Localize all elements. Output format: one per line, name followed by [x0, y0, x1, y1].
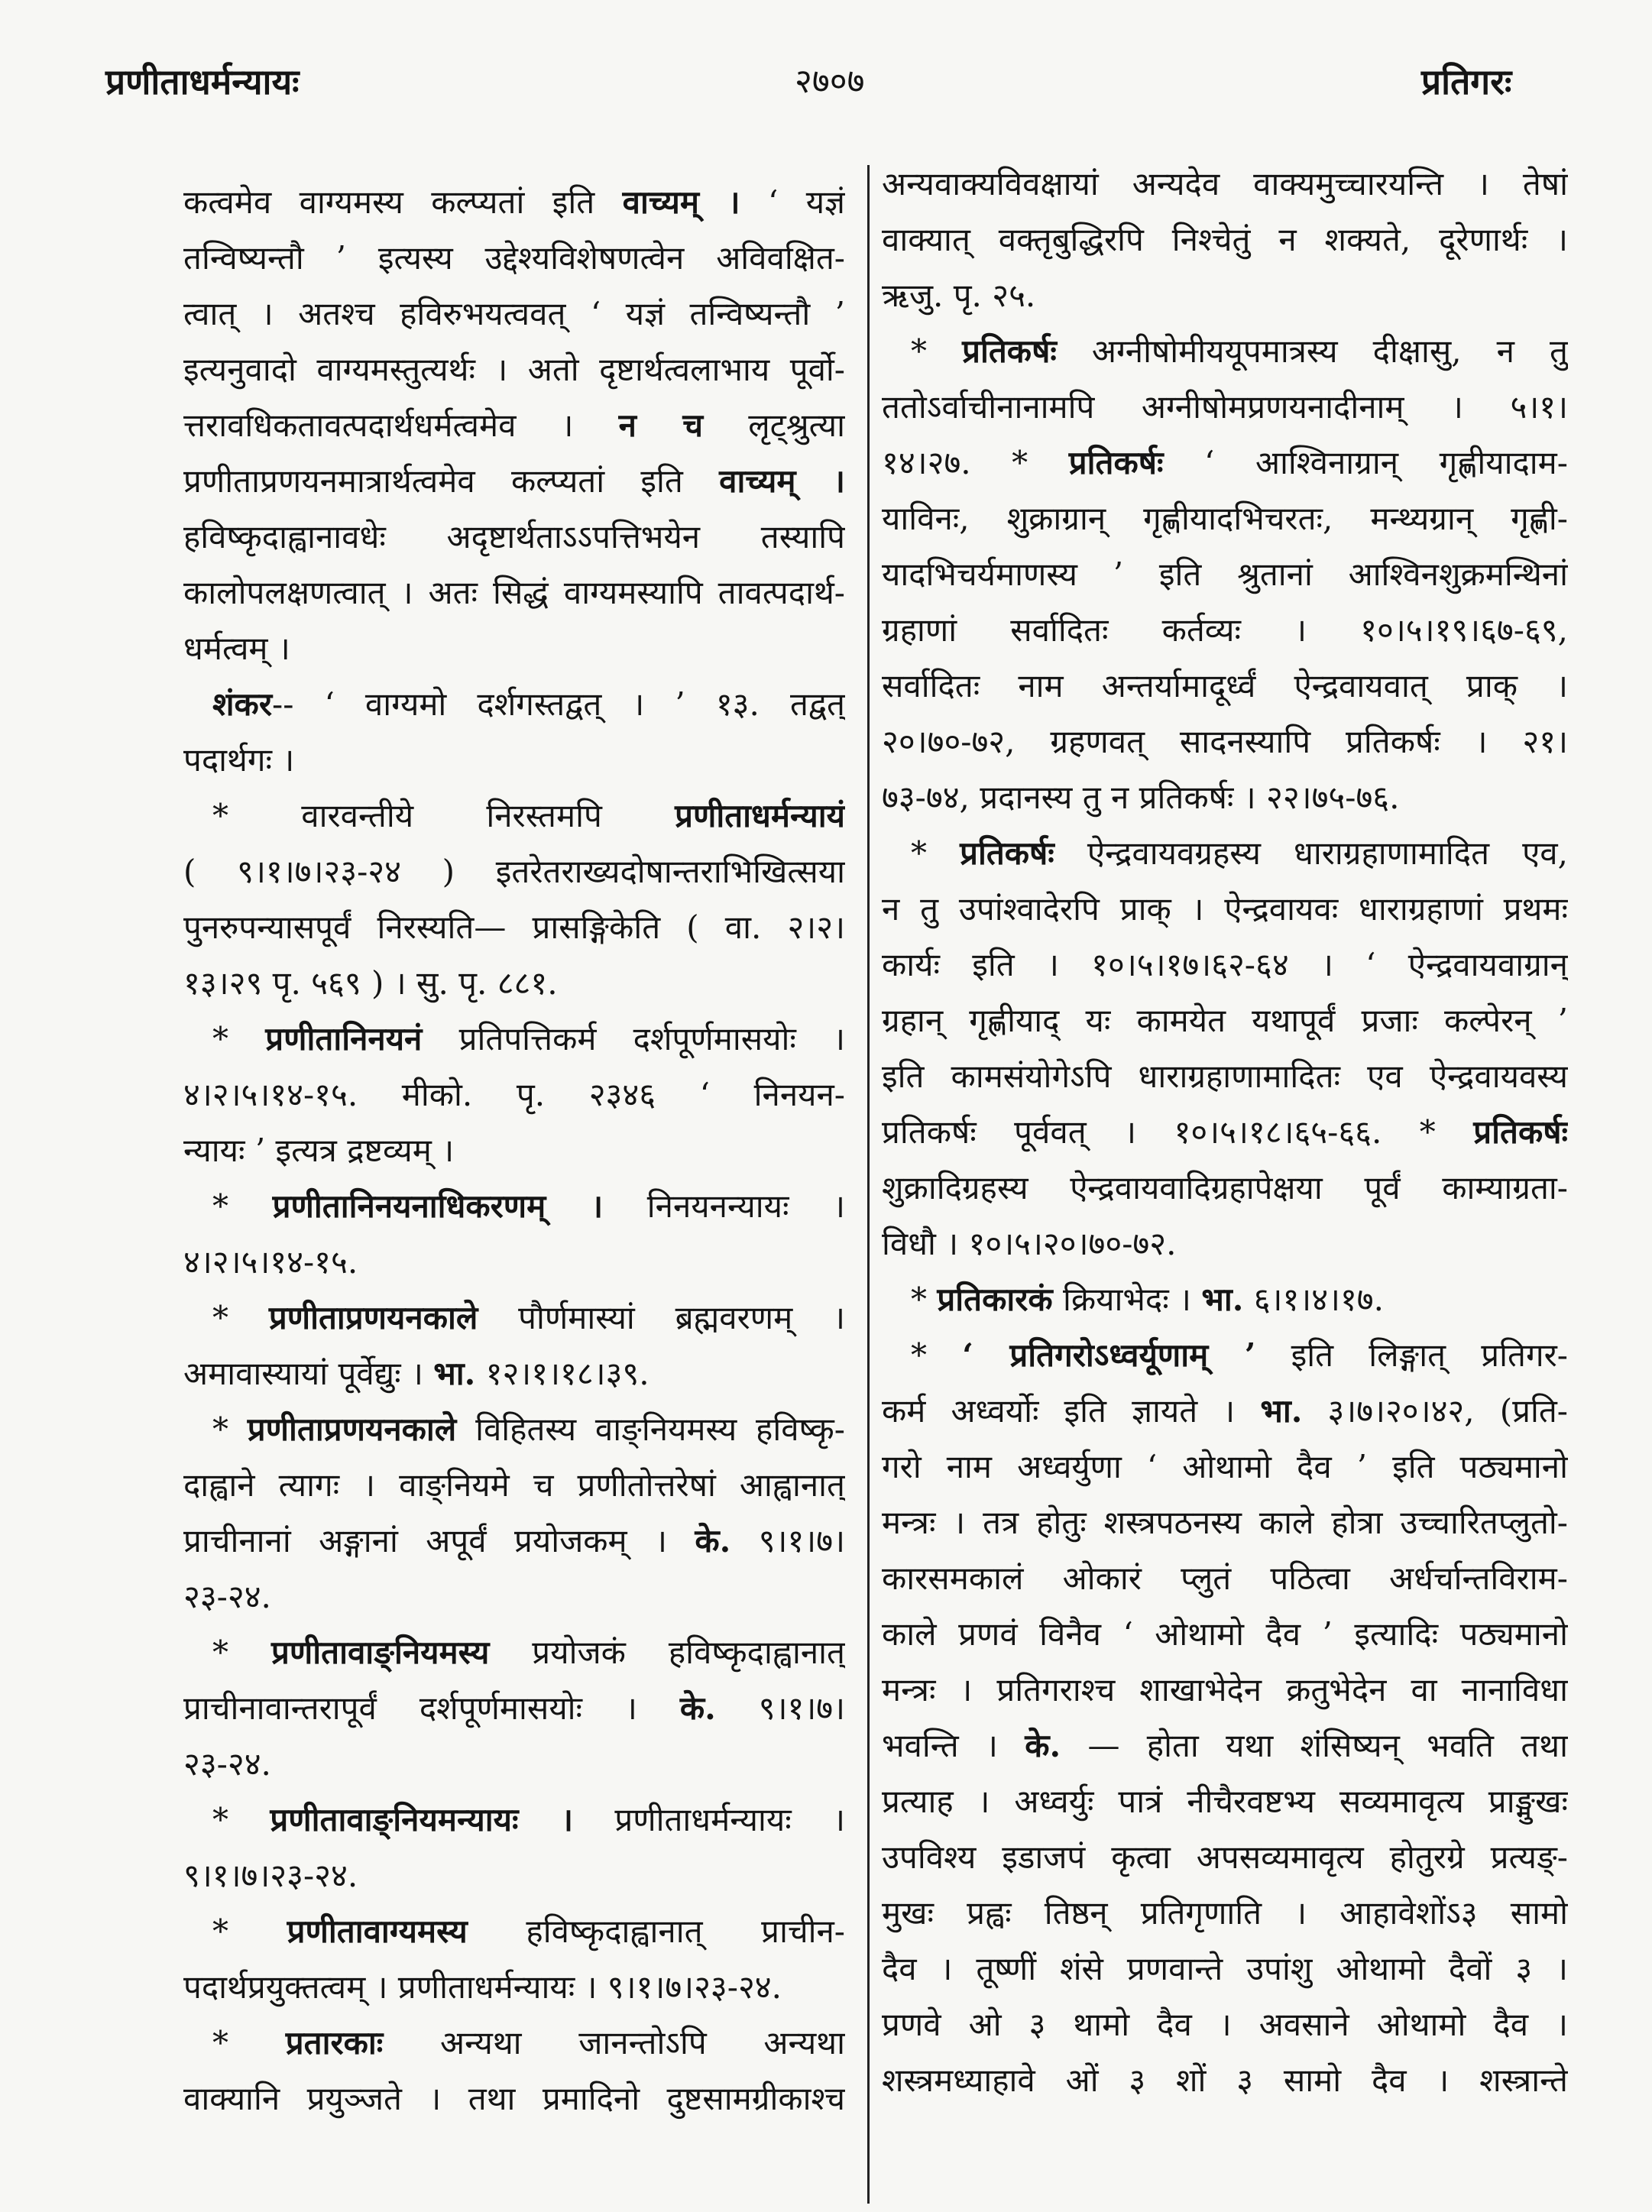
text-run: ६।१।४।१७. — [1243, 1281, 1384, 1318]
text-line — [183, 1290, 845, 1346]
text-line — [882, 156, 1568, 212]
text-run: इति लिङ्गात् प्रतिगर- — [1255, 1336, 1568, 1374]
headword: प्रणीतानिनयनाधिकरणम् । — [272, 1187, 604, 1225]
text-line — [882, 658, 1568, 714]
entry-paragraph — [882, 1271, 1568, 1327]
text-line — [183, 1457, 845, 1513]
text-line — [183, 1401, 845, 1457]
text-line — [882, 1439, 1568, 1495]
text-line — [882, 1718, 1568, 1773]
text-line — [183, 1569, 845, 1624]
text-line — [882, 602, 1568, 658]
text-run: मन्त्रः । प्रतिगराश्च शाखाभेदेन क्रतुभेदेन वा नानाविधा — [882, 1671, 1568, 1708]
text-line — [183, 1234, 845, 1290]
text-run: धर्मत्वम् । — [183, 630, 290, 667]
text-run: प्रतिकर्षः पूर्ववत् । १०।५।१८।६५-६६. * — [882, 1113, 1474, 1151]
text-run: न्यायः ’ इत्यत्र द्रष्टव्यम् । — [183, 1132, 455, 1169]
text-run: पुनरुपन्यासपूर्वं निरस्यति— प्रासङ्गिकेति ( वा. २।२। — [183, 908, 845, 946]
text-line — [882, 212, 1568, 267]
text-line — [882, 1773, 1568, 1829]
headword: प्रणीतानिनयनं — [265, 1020, 423, 1057]
text-run: २३-२४. — [183, 1578, 271, 1615]
text-run: हविष्कृदाह्वानात् प्राचीन- — [467, 1912, 845, 1950]
entry-paragraph — [882, 825, 1568, 1271]
text-line — [183, 788, 845, 844]
column-divider — [867, 165, 870, 2204]
headword: प्रतिकर्षः — [1473, 1113, 1568, 1151]
headword: प्रणीताप्रणयनकाले — [247, 1410, 457, 1448]
text-run: ९।१।७। — [715, 1689, 845, 1727]
text-run: प्रयोजकं हविष्कृदाह्वानात् — [489, 1634, 845, 1671]
headword: प्रणीताप्रणयनकाले — [268, 1299, 478, 1336]
text-run: यादभिचर्यमाणस्य ’ इति श्रुतानां आश्विनशुक्रमन्थिनां — [882, 555, 1568, 593]
text-run: * — [911, 332, 963, 370]
text-run: कार्यः इति । १०।५।१७।६२-६४ । ‘ ऐन्द्रवायवाग्रान् — [882, 946, 1568, 983]
text-line — [183, 1513, 845, 1569]
text-run: अन्यवाक्यविवक्षायां अन्यदेव वाक्यमुच्चारयन्ति । तेषां — [882, 165, 1568, 202]
text-line — [183, 676, 845, 732]
text-line — [882, 1662, 1568, 1718]
text-line — [882, 1495, 1568, 1550]
text-line — [183, 565, 845, 620]
text-run: दाह्वाने त्यागः । वाङ्नियमे च प्रणीतोत्तरेषां आह्वानात् — [183, 1466, 845, 1504]
running-head-right: प्रतिगरः — [1421, 61, 1512, 102]
text-run: ३।७।२०।४२, (प्रति- — [1302, 1392, 1568, 1430]
text-run: प्रणीताधर्मन्यायः । — [572, 1801, 845, 1838]
text-line — [183, 397, 845, 453]
headword: प्रतिकर्षः — [962, 332, 1057, 370]
headword: प्रतारकाः — [285, 2024, 384, 2061]
headword: प्रतिकर्षः — [960, 834, 1054, 872]
text-run: २३-२४. — [183, 1745, 271, 1783]
headword: के. — [679, 1689, 716, 1727]
text-line — [882, 435, 1568, 491]
text-line — [882, 1829, 1568, 1885]
text-run: १२।१।१८।३९. — [475, 1355, 649, 1392]
text-run: कर्म अध्वर्योः इति ज्ञायते । — [882, 1392, 1261, 1430]
entry-paragraph — [183, 1178, 845, 1290]
text-line — [183, 844, 845, 899]
text-run: ४।२।५।१४-१५. — [183, 1243, 358, 1281]
text-line — [882, 546, 1568, 602]
text-run: * — [212, 1410, 248, 1448]
text-run: त्तरावधिकतावत्पदार्थधर्मत्वमेव । — [183, 406, 619, 444]
text-run: लृट्श्रुत्या — [703, 406, 845, 444]
entry-paragraph — [183, 1290, 845, 1401]
text-run: * — [212, 1187, 273, 1225]
text-run: पदार्थगः । — [183, 741, 295, 779]
text-run: कत्वमेव वाग्यमस्य कल्प्यतां इति — [183, 183, 623, 221]
entry-paragraph — [183, 1011, 845, 1178]
text-line — [882, 267, 1568, 323]
text-run: न तु उपांश्वादेरपि प्राक् । ऐन्द्रवायवः धाराग्रहाणां प्रथमः — [882, 890, 1568, 928]
text-line — [183, 1792, 845, 1848]
text-line — [183, 1624, 845, 1680]
page-number: २७०७ — [795, 62, 865, 101]
text-run: ‘ यज्ञं — [740, 183, 845, 221]
text-run: ततोऽर्वाचीनानामपि अग्नीषोमप्रणयनादीनाम् । ५।१। — [882, 388, 1568, 426]
headword: के. — [1025, 1727, 1061, 1764]
text-line — [183, 1122, 845, 1178]
headword: ‘ प्रतिगरोऽध्वर्यूणाम् ’ — [962, 1336, 1256, 1374]
text-line — [882, 2052, 1568, 2108]
text-run: प्राचीनानां अङ्गानां अपूर्वं प्रयोजकम् । — [183, 1522, 695, 1559]
text-run: निनयनन्यायः । — [603, 1187, 845, 1225]
text-line — [882, 379, 1568, 435]
text-run: * वारवन्तीये निरस्तमपि — [212, 797, 675, 834]
text-run: ‘ आश्विनाग्रान् गृह्णीयादाम- — [1163, 444, 1568, 481]
text-line — [183, 1011, 845, 1067]
text-line — [183, 174, 845, 230]
text-run: * — [212, 1912, 287, 1950]
text-run: * — [212, 1634, 271, 1671]
headword: भा. — [1201, 1281, 1244, 1318]
text-run: भवन्ति । — [882, 1727, 1025, 1764]
text-run: याविनः, शुक्राग्रान् गृह्णीयादभिचरतः, मन्थ्यग्रान् गृह्णी- — [882, 500, 1568, 537]
text-line — [183, 1346, 845, 1401]
text-line — [882, 769, 1568, 825]
headword: शंकर — [212, 685, 272, 723]
text-run: विहितस्य वाङ्नियमस्य हविष्कृ- — [456, 1410, 845, 1448]
text-line — [882, 937, 1568, 993]
text-run: * — [212, 1020, 266, 1057]
text-run: अमावास्यायां पूर्वेद्युः । — [183, 1355, 434, 1392]
headword: भा. — [1260, 1392, 1303, 1430]
entry-paragraph — [183, 788, 845, 1011]
text-line — [183, 1067, 845, 1122]
headword: के. — [695, 1522, 731, 1559]
entry-paragraph — [882, 323, 1568, 825]
headword: वाच्यम् । — [622, 183, 740, 221]
text-line — [882, 1104, 1568, 1160]
text-run: इति कामसंयोगेऽपि धाराग्रहाणामादितः एव ऐन्द्रवायवस्य — [882, 1057, 1568, 1095]
text-run: प्राचीनावान्तरापूर्वं दर्शपूर्णमासयोः । — [183, 1689, 680, 1727]
text-run: कालोपलक्षणत्वात् । अतः सिद्धं वाग्यमस्यापि तावत्पदार्थ- — [183, 574, 845, 611]
text-line — [882, 993, 1568, 1048]
text-run: * — [911, 834, 960, 872]
headword: प्रणीतावाङ्नियमस्य — [271, 1634, 490, 1671]
text-line — [882, 1941, 1568, 1997]
text-line — [183, 1903, 845, 1959]
text-run: — होता यथा शंसिष्यन् भवति तथा — [1061, 1727, 1568, 1764]
text-run: प्रणीताप्रणयनमात्रार्थत्वमेव कल्प्यतां इति — [183, 462, 720, 500]
entry-paragraph — [882, 1327, 1568, 2108]
text-run: * — [212, 1801, 270, 1838]
entry-paragraph — [183, 1624, 845, 1792]
text-line — [183, 342, 845, 397]
text-line — [882, 714, 1568, 769]
text-run: ४।२।५।१४-१५. मीको. पृ. २३४६ ‘ निनयन- — [183, 1076, 845, 1113]
text-line — [183, 2015, 845, 2071]
text-line — [882, 1271, 1568, 1327]
text-line — [882, 1885, 1568, 1941]
text-run: ग्रहाणां सर्वादितः कर्तव्यः । १०।५।१९।६७-६९, — [882, 611, 1568, 649]
text-run: उपविश्य इडाजपं कृत्वा अपसव्यमावृत्य होतुरग्रे प्रत्यङ्- — [882, 1838, 1568, 1876]
text-run: गरो नाम अध्वर्युणा ‘ ओथामो दैव ’ इति पठ्यमानो — [882, 1448, 1568, 1485]
text-line — [882, 881, 1568, 937]
text-line — [183, 1959, 845, 2015]
text-run: तन्विष्यन्तौ ’ इत्यस्य उद्देश्यविशेषणत्वेन अविवक्षित- — [183, 239, 845, 277]
text-line — [882, 491, 1568, 546]
text-line — [183, 453, 845, 509]
text-run: अन्यथा जानन्तोऽपि अन्यथा — [383, 2024, 845, 2061]
text-run: ९।१।७। — [730, 1522, 845, 1559]
entry-paragraph — [183, 1401, 845, 1624]
text-run: क्रियाभेदः । — [1052, 1281, 1202, 1318]
text-line — [183, 1848, 845, 1903]
text-line — [183, 620, 845, 676]
headword: प्रणीतावाग्यमस्य — [287, 1912, 468, 1950]
text-line — [183, 1178, 845, 1234]
text-line — [183, 1736, 845, 1792]
text-run: ऐन्द्रवायवग्रहस्य धाराग्रहाणामादित एव, — [1054, 834, 1568, 872]
text-line — [183, 899, 845, 955]
entry-paragraph — [183, 174, 845, 676]
text-run: ग्रहान् गृह्णीयाद् यः कामयेत यथापूर्वं प्रजाः कल्पेरन् ’ — [882, 1002, 1568, 1039]
headword: वाच्यम् । — [719, 462, 845, 500]
headword: प्रणीतावाङ्नियमन्यायः । — [270, 1801, 573, 1838]
text-line — [882, 1216, 1568, 1271]
text-line — [882, 1327, 1568, 1383]
text-run: * — [212, 1299, 269, 1336]
text-run: इत्यनुवादो वाग्यमस्तुत्यर्थः । अतो दृष्टार्थत्वलाभाय पूर्वो- — [183, 351, 845, 388]
entry-paragraph — [882, 156, 1568, 323]
right-column — [882, 156, 1568, 2142]
text-line — [882, 1550, 1568, 1606]
text-run: वाक्यानि प्रयुञ्जते । तथा प्रमादिनो दुष्टसामग्रीकाश्च — [183, 2080, 845, 2117]
text-line — [183, 2071, 845, 2126]
text-run: १३।२९ पृ. ५६९ ) । सु. पृ. ८८१. — [183, 964, 558, 1002]
text-line — [183, 230, 845, 286]
text-line — [882, 1606, 1568, 1662]
entry-paragraph — [183, 1903, 845, 2015]
text-run: शस्त्रमध्याहावे ओं ३ शों ३ सामो दैव । शस्त्रान्ते — [882, 2061, 1568, 2099]
text-run: मुखः प्रह्वः तिष्ठन् प्रतिगृणाति । आहावेशोंऽ३ सामो — [882, 1894, 1568, 1932]
text-run: १४।२७. * — [882, 444, 1069, 481]
text-run: काले प्रणवं विनैव ‘ ओथामो दैव ’ इत्यादिः पठ्यमानो — [882, 1615, 1568, 1653]
text-line — [183, 509, 845, 565]
text-run: -- ‘ वाग्यमो दर्शगस्तद्वत् । ’ १३. तद्वत् — [272, 685, 845, 723]
text-run: ७३-७४, प्रदानस्य तु न प्रतिकर्षः । २२।७५-७६. — [882, 779, 1400, 816]
headword: प्रणीताधर्मन्यायं — [675, 797, 845, 834]
text-run: त्वात् । अतश्च हविरुभयत्ववत् ‘ यज्ञं तन्विष्यन्तौ ’ — [183, 295, 845, 332]
text-run: पौर्णमास्यां ब्रह्मवरणम् । — [478, 1299, 845, 1336]
text-run: सर्वादितः नाम अन्तर्यामादूर्ध्वं ऐन्द्रवायवात् प्राक् । — [882, 667, 1568, 704]
text-run: प्रत्याह । अध्वर्युः पात्रं नीचैरवष्टभ्य सव्यमावृत्य प्राङ्मुखः — [882, 1783, 1568, 1820]
text-line — [882, 1048, 1568, 1104]
text-line — [183, 286, 845, 342]
text-run: अग्नीषोमीययूपमात्रस्य दीक्षासु, न तु — [1056, 332, 1568, 370]
text-run: प्रणवे ओ ३ थामो दैव । अवसाने ओथामो दैव । — [882, 2006, 1568, 2043]
text-run: मन्त्रः । तत्र होतुः शस्त्रपठनस्य काले होत्रा उच्चारितप्लुतो- — [882, 1504, 1568, 1541]
entry-paragraph — [183, 676, 845, 788]
entry-paragraph — [183, 2015, 845, 2126]
text-run: हविष्कृदाह्वानावधेः अदृष्टार्थताऽऽपत्तिभयेन तस्यापि — [183, 518, 845, 555]
text-line — [882, 323, 1568, 379]
entry-paragraph — [183, 1792, 845, 1903]
text-run: * — [911, 1336, 963, 1374]
text-run: ऋजु. पृ. २५. — [882, 277, 1036, 314]
text-run: शुक्रादिग्रहस्य ऐन्द्रवायवादिग्रहापेक्षया पूर्वं काम्याग्रता- — [882, 1169, 1568, 1206]
running-head-left: प्रणीताधर्मन्यायः — [105, 61, 300, 102]
text-line — [183, 732, 845, 788]
text-line — [882, 825, 1568, 881]
text-run: * — [212, 2024, 286, 2061]
text-run: ( ९।१।७।२३-२४ ) इतरेतराख्यदोषान्तराभिखित्सया — [183, 853, 845, 890]
text-run: वाक्यात् वक्तृबुद्धिरपि निश्चेतुं न शक्यते, दूरेणार्थः । — [882, 221, 1568, 258]
headword: प्रतिकारकं — [937, 1281, 1053, 1318]
text-line — [882, 1160, 1568, 1216]
text-run: पदार्थप्रयुक्तत्वम् । प्रणीताधर्मन्यायः । ९।१।७।२३-२४. — [183, 1968, 782, 2006]
headword: प्रतिकर्षः — [1068, 444, 1164, 481]
text-run: ९।१।७।२३-२४. — [183, 1857, 358, 1894]
text-run: विधौ । १०।५।२०।७०-७२. — [882, 1225, 1177, 1262]
text-line — [183, 1680, 845, 1736]
text-line — [183, 955, 845, 1011]
text-line — [882, 1383, 1568, 1439]
text-line — [882, 1997, 1568, 2052]
text-run: कारसमकालं ओकारं प्लुतं पठित्वा अर्धर्चान्तविराम- — [882, 1559, 1568, 1597]
headword: न च — [618, 406, 704, 444]
text-run: दैव । तूष्णीं शंसे प्रणवान्ते उपांशु ओथामो दैवों ३ । — [882, 1950, 1568, 1987]
text-run: प्रतिपत्तिकर्म दर्शपूर्णमासयोः । — [422, 1020, 845, 1057]
left-column — [183, 174, 845, 2161]
text-run: २०।७०-७२, ग्रहणवत् सादनस्यापि प्रतिकर्षः । २१। — [882, 723, 1568, 760]
text-run: * — [911, 1281, 938, 1318]
headword: भा. — [433, 1355, 476, 1392]
